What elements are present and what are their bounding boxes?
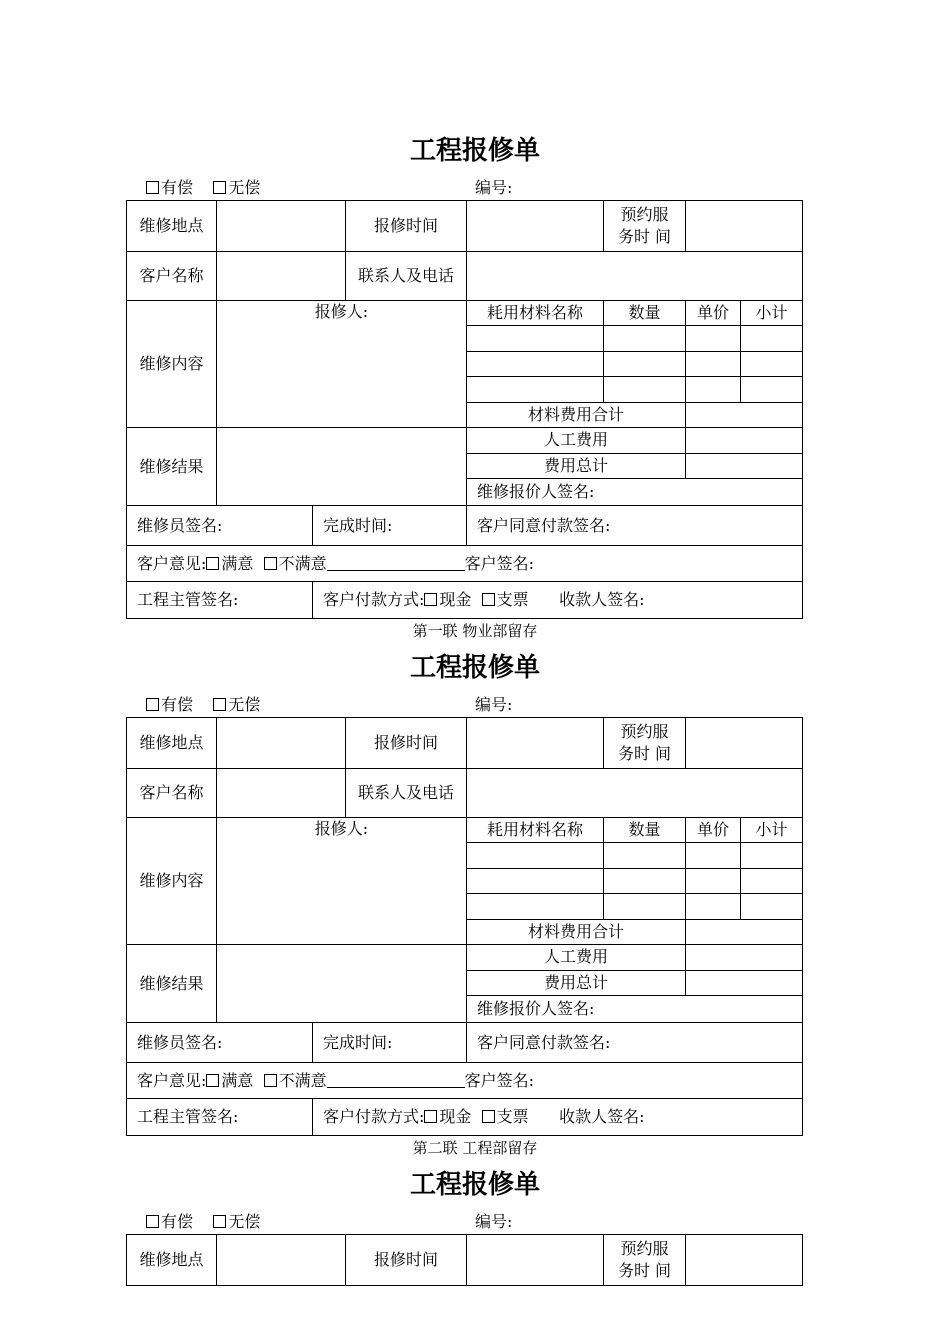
material-cell[interactable] [685, 842, 741, 868]
copy-footer: 第二联 工程部留存 [412, 1139, 538, 1157]
receiver-signature-label: 收款人签名: [559, 590, 645, 609]
location-field[interactable] [216, 200, 346, 252]
repair-result-field[interactable] [216, 427, 467, 506]
total-cost-label: 费用总计 [466, 453, 686, 480]
material-cell[interactable] [466, 325, 604, 351]
material-cell[interactable] [603, 325, 686, 351]
satisfied-checkbox[interactable] [206, 557, 219, 570]
payment-type-options [146, 695, 260, 715]
material-cell[interactable] [466, 376, 604, 402]
reporter-label: 报修人: [314, 302, 369, 321]
customer-opinion-row [126, 1062, 803, 1099]
report-time-label: 报修时间 [345, 1234, 467, 1286]
customer-name-label: 客户名称 [126, 768, 217, 818]
material-cell[interactable] [466, 893, 604, 919]
material-name-header: 耗用材料名称 [466, 817, 604, 843]
unsatisfied-option[interactable] [264, 553, 327, 575]
reporter-label: 报修人: [314, 819, 369, 838]
serial-number [475, 1212, 512, 1232]
appointment-line-1 [618, 204, 671, 226]
free-option[interactable] [213, 178, 260, 197]
serial-number-label: 编号: [475, 178, 513, 197]
unit-price-header: 单价 [685, 817, 741, 843]
appointment-text-2: 务时 间 [617, 1261, 672, 1280]
appointment-text-1: 预约服 [620, 1239, 669, 1258]
material-total-field[interactable] [685, 919, 803, 945]
material-cell[interactable] [740, 351, 803, 377]
opinion-blank-line[interactable] [327, 1073, 465, 1088]
unsatisfied-label: 不满意 [278, 1070, 327, 1090]
appointment-label [603, 1234, 686, 1286]
satisfied-checkbox[interactable] [206, 1074, 219, 1087]
appointment-field[interactable] [685, 717, 803, 769]
total-cost-field[interactable] [685, 970, 803, 997]
material-cell[interactable] [685, 351, 741, 377]
appointment-field[interactable] [685, 1234, 803, 1286]
customer-agree-signature-field[interactable]: 客户同意付款签名: [466, 1022, 803, 1063]
appointment-label [603, 200, 686, 252]
satisfied-option[interactable] [206, 1070, 253, 1092]
paid-option[interactable] [146, 695, 193, 714]
subtotal-header: 小计 [740, 817, 803, 843]
repair-content-label: 维修内容 [126, 817, 217, 945]
paid-checkbox[interactable] [146, 1215, 159, 1228]
appointment-line-1 [618, 721, 671, 743]
material-total-field[interactable] [685, 402, 803, 428]
payment-method-row [312, 581, 803, 619]
free-checkbox[interactable] [213, 181, 226, 194]
repair-content-field[interactable] [216, 300, 467, 428]
unit-price-header: 单价 [685, 300, 741, 326]
repairer-signature-field[interactable]: 维修员签名: [126, 505, 313, 546]
unsatisfied-label: 不满意 [278, 553, 327, 573]
appointment-text-1: 预约服 [620, 205, 669, 224]
material-cell[interactable] [740, 893, 803, 919]
material-cell[interactable] [685, 868, 741, 894]
paid-label: 有偿 [161, 1212, 194, 1231]
appointment-label-text [618, 204, 671, 248]
satisfied-label: 满意 [221, 553, 254, 573]
repair-result-field[interactable] [216, 944, 467, 1023]
appointment-line-2 [618, 226, 671, 248]
appointment-line-2 [618, 1260, 671, 1282]
paid-checkbox[interactable] [146, 181, 159, 194]
location-field[interactable] [216, 717, 346, 769]
report-time-field[interactable] [466, 717, 604, 769]
customer-name-field[interactable] [216, 768, 346, 818]
quantity-header: 数量 [603, 817, 686, 843]
serial-number [475, 695, 512, 715]
material-cell[interactable] [740, 842, 803, 868]
labor-cost-field[interactable] [685, 427, 803, 454]
material-cell[interactable] [466, 868, 604, 894]
repair-form-1 [0, 135, 950, 655]
contact-label: 联系人及电话 [345, 251, 467, 301]
cheque-checkbox[interactable] [482, 1110, 495, 1123]
paid-checkbox[interactable] [146, 698, 159, 711]
material-cell[interactable] [603, 351, 686, 377]
location-label: 维修地点 [126, 1234, 217, 1286]
customer-opinion-label: 客户意见: [137, 553, 207, 573]
material-name-header: 耗用材料名称 [466, 300, 604, 326]
customer-name-field[interactable] [216, 251, 346, 301]
supervisor-signature-field[interactable]: 工程主管签名: [126, 581, 313, 619]
subtotal-header: 小计 [740, 300, 803, 326]
material-cell[interactable] [685, 376, 741, 402]
appointment-line-2 [618, 743, 671, 765]
material-cell[interactable] [466, 351, 604, 377]
repair-form-2 [0, 652, 950, 1172]
unsatisfied-option[interactable] [264, 1070, 327, 1092]
paid-label: 有偿 [161, 695, 194, 714]
material-cell[interactable] [603, 376, 686, 402]
appointment-line-1 [618, 1238, 671, 1260]
repair-content-field[interactable] [216, 817, 467, 945]
free-option[interactable] [213, 695, 260, 714]
labor-cost-label: 人工费用 [466, 944, 686, 971]
customer-name-label: 客户名称 [126, 251, 217, 301]
customer-opinion-row [126, 545, 803, 582]
quote-signature-field[interactable]: 维修报价人签名: [466, 995, 803, 1023]
satisfied-label: 满意 [221, 1070, 254, 1090]
repair-form-3 [0, 1169, 950, 1344]
contact-field[interactable] [466, 768, 803, 818]
payment-type-options [146, 1212, 260, 1232]
free-checkbox[interactable] [213, 698, 226, 711]
material-cell[interactable] [685, 325, 741, 351]
repair-result-label: 维修结果 [126, 944, 217, 1023]
material-cell[interactable] [740, 376, 803, 402]
appointment-label-text [618, 721, 671, 765]
free-label: 无偿 [228, 1212, 261, 1231]
payment-method-label: 客户付款方式: [323, 1107, 425, 1126]
payment-method-label: 客户付款方式: [323, 590, 425, 609]
finish-time-field[interactable]: 完成时间: [312, 1022, 467, 1063]
appointment-text-2: 务时 间 [617, 227, 672, 246]
cheque-label: 支票 [496, 590, 529, 609]
free-label: 无偿 [228, 178, 261, 197]
appointment-text-2: 务时 间 [617, 744, 672, 763]
appointment-label [603, 717, 686, 769]
supervisor-signature-field[interactable]: 工程主管签名: [126, 1098, 313, 1136]
location-label: 维修地点 [126, 717, 217, 769]
material-cell[interactable] [740, 325, 803, 351]
material-cell[interactable] [603, 842, 686, 868]
cash-label: 现金 [439, 1107, 472, 1126]
material-cell[interactable] [603, 893, 686, 919]
material-cell[interactable] [603, 868, 686, 894]
serial-number-label: 编号: [475, 1212, 513, 1231]
material-cell[interactable] [466, 842, 604, 868]
cheque-checkbox[interactable] [482, 593, 495, 606]
report-time-field[interactable] [466, 200, 604, 252]
payment-type-options [146, 178, 260, 198]
unsatisfied-checkbox[interactable] [264, 1074, 277, 1087]
material-cell[interactable] [740, 868, 803, 894]
material-cell[interactable] [685, 893, 741, 919]
repairer-signature-field[interactable]: 维修员签名: [126, 1022, 313, 1063]
total-cost-label: 费用总计 [466, 970, 686, 997]
form-title: 工程报修单 [409, 1170, 540, 1200]
quote-signature-field[interactable]: 维修报价人签名: [466, 478, 803, 506]
receiver-signature-label: 收款人签名: [559, 1107, 645, 1126]
cash-option[interactable] [424, 589, 471, 611]
contact-label: 联系人及电话 [345, 768, 467, 818]
report-time-label: 报修时间 [345, 717, 467, 769]
cash-option[interactable] [424, 1106, 471, 1128]
cash-label: 现金 [439, 590, 472, 609]
satisfied-option[interactable] [206, 553, 253, 575]
opinion-blank-line[interactable] [327, 556, 465, 571]
cash-checkbox[interactable] [424, 593, 437, 606]
cheque-option[interactable] [482, 589, 529, 611]
appointment-label-text [618, 1238, 671, 1282]
cheque-option[interactable] [482, 1106, 529, 1128]
form-title: 工程报修单 [409, 653, 540, 683]
serial-number [475, 178, 512, 198]
customer-agree-signature-field[interactable]: 客户同意付款签名: [466, 505, 803, 546]
repair-content-label: 维修内容 [126, 300, 217, 428]
paid-option[interactable] [146, 178, 193, 197]
location-field[interactable] [216, 1234, 346, 1286]
paid-option[interactable] [146, 1212, 193, 1231]
cheque-label: 支票 [496, 1107, 529, 1126]
appointment-text-1: 预约服 [620, 722, 669, 741]
report-time-label: 报修时间 [345, 200, 467, 252]
unsatisfied-checkbox[interactable] [264, 557, 277, 570]
serial-number-label: 编号: [475, 695, 513, 714]
paid-label: 有偿 [161, 178, 194, 197]
free-label: 无偿 [228, 695, 261, 714]
free-option[interactable] [213, 1212, 260, 1231]
contact-field[interactable] [466, 251, 803, 301]
cash-checkbox[interactable] [424, 1110, 437, 1123]
report-time-field[interactable] [466, 1234, 604, 1286]
labor-cost-label: 人工费用 [466, 427, 686, 454]
customer-signature-label: 客户签名: [464, 1070, 535, 1090]
finish-time-field[interactable]: 完成时间: [312, 505, 467, 546]
customer-opinion-label: 客户意见: [137, 1070, 207, 1090]
customer-signature-label: 客户签名: [464, 553, 535, 573]
copy-footer: 第一联 物业部留存 [412, 622, 538, 640]
appointment-field[interactable] [685, 200, 803, 252]
payment-method-row [312, 1098, 803, 1136]
location-label: 维修地点 [126, 200, 217, 252]
free-checkbox[interactable] [213, 1215, 226, 1228]
form-title: 工程报修单 [409, 136, 540, 166]
material-total-label: 材料费用合计 [466, 402, 686, 428]
repair-result-label: 维修结果 [126, 427, 217, 506]
total-cost-field[interactable] [685, 453, 803, 480]
quantity-header: 数量 [603, 300, 686, 326]
labor-cost-field[interactable] [685, 944, 803, 971]
material-total-label: 材料费用合计 [466, 919, 686, 945]
